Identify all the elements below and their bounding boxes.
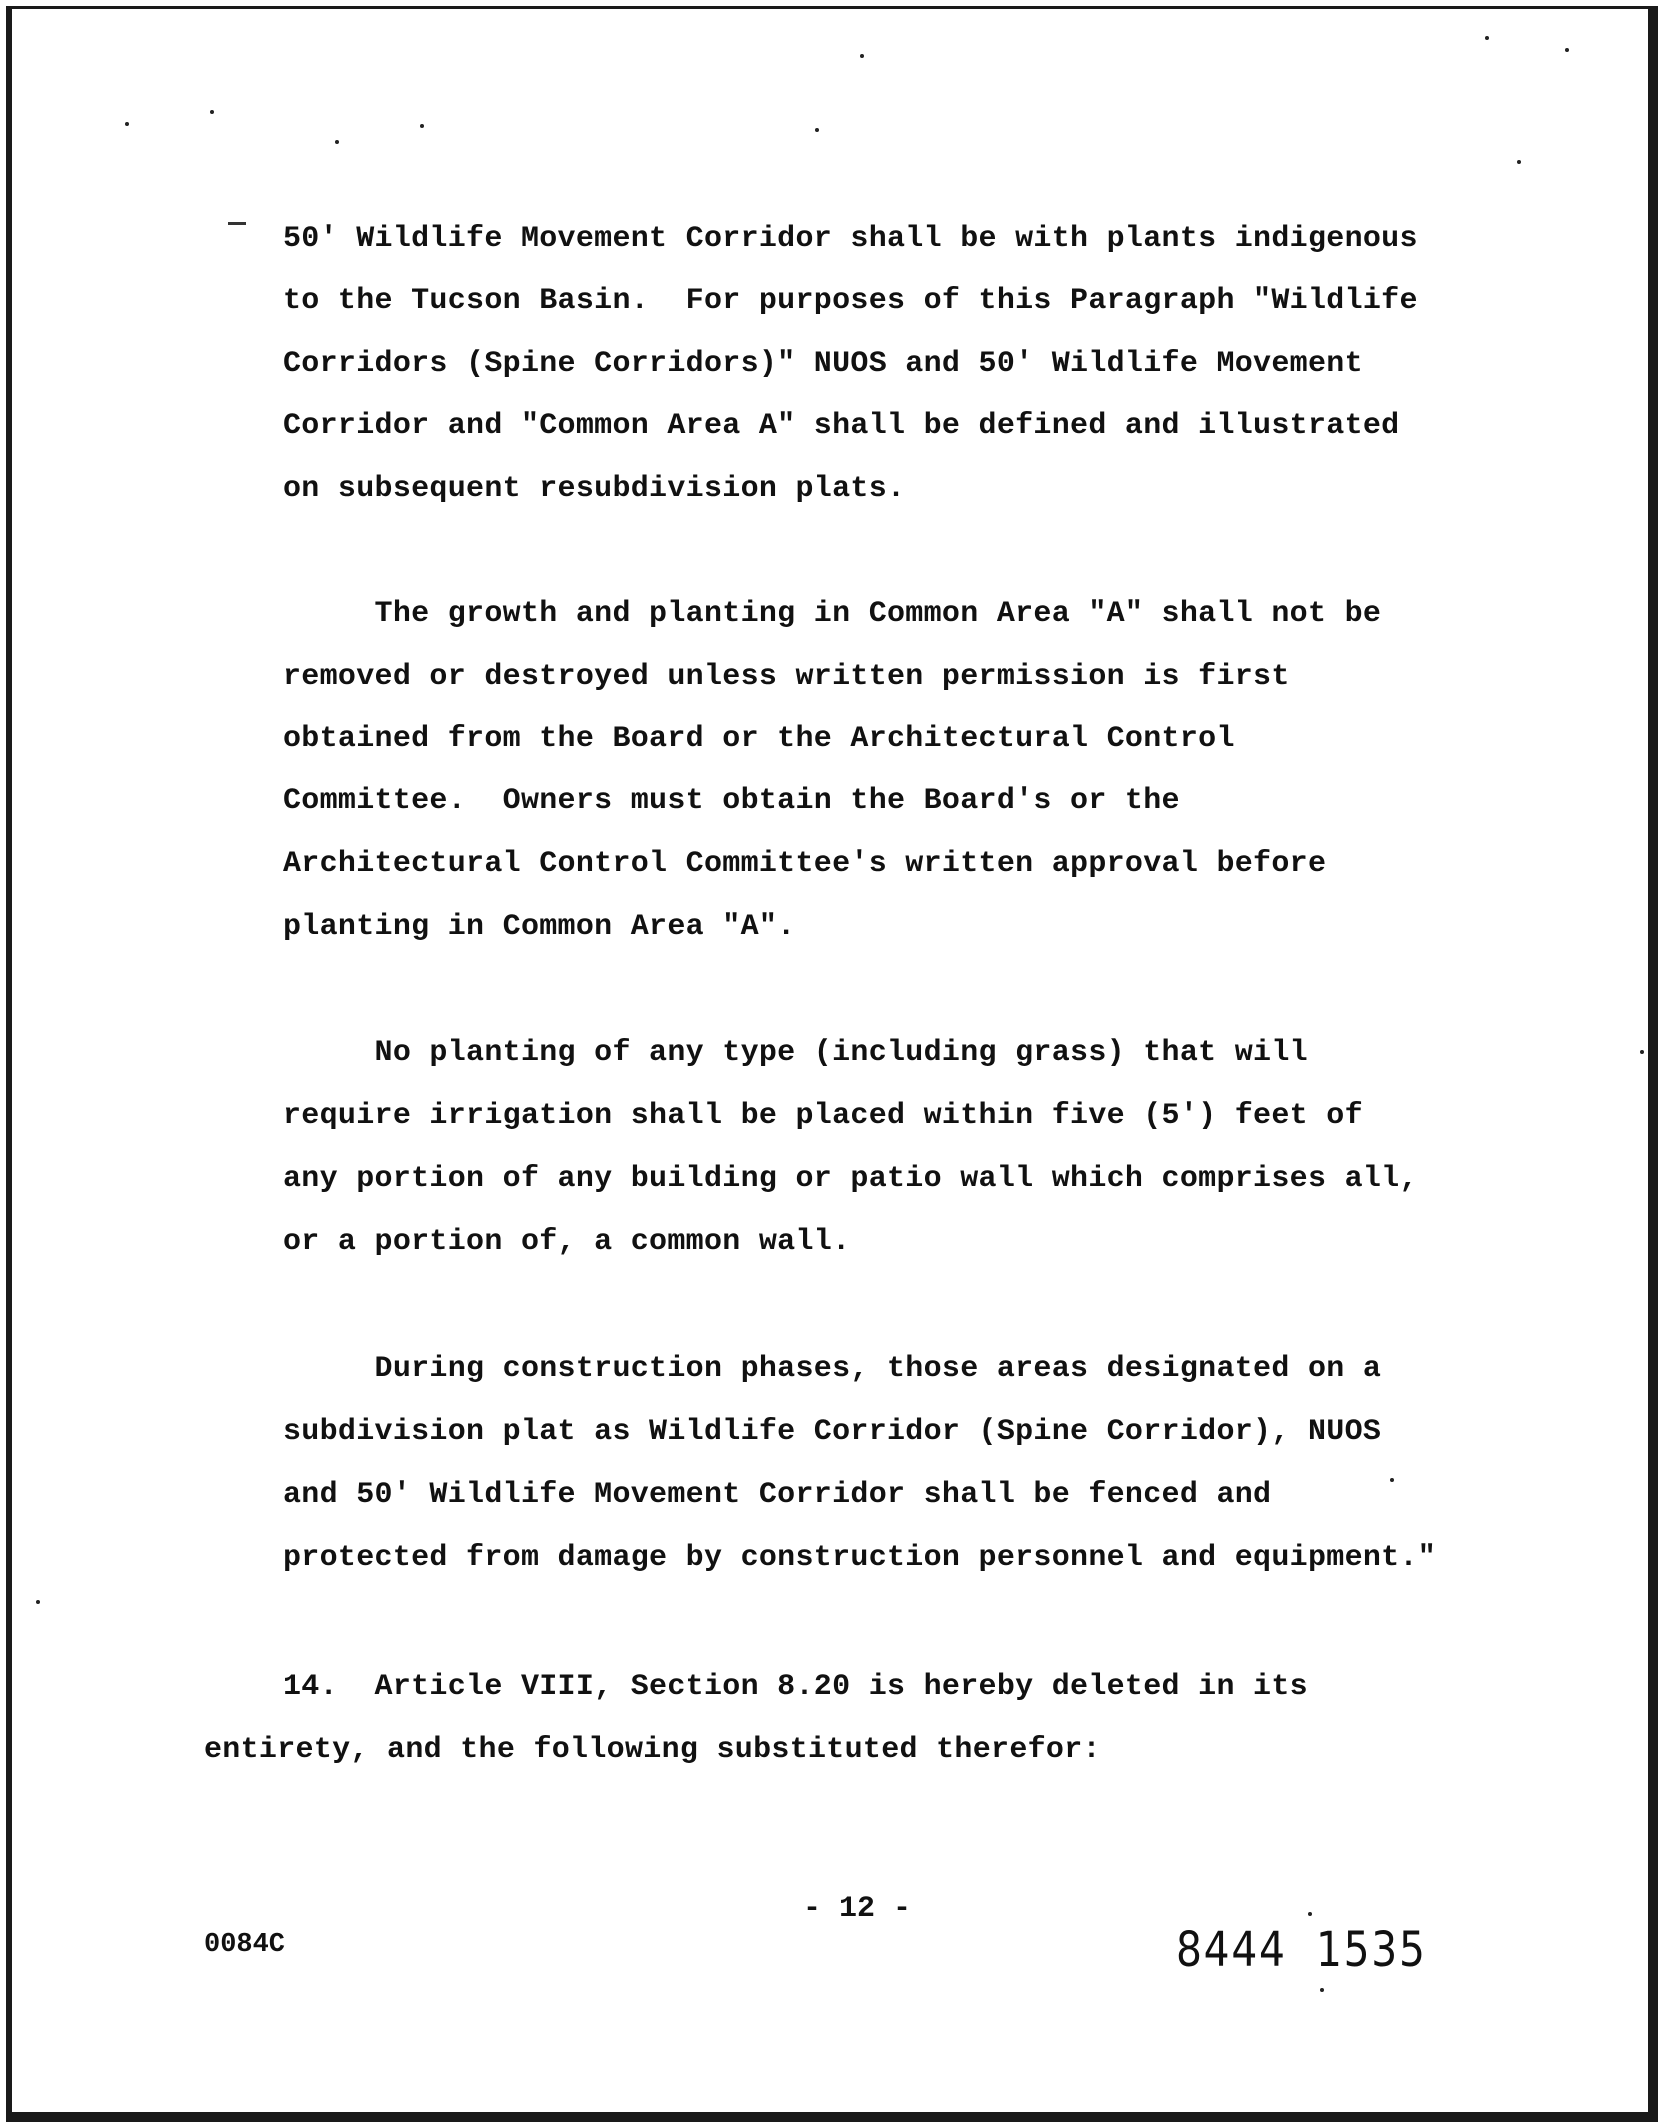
scan-speck xyxy=(36,1600,40,1604)
paragraph-3-line-1: No planting of any type (including grass) that will xyxy=(283,1036,1308,1070)
paragraph-3-line-3: any portion of any building or patio wall which comprises all, xyxy=(283,1162,1418,1196)
paragraph-3-line-2: require irrigation shall be placed within five (5') feet of xyxy=(283,1099,1363,1133)
scan-speck xyxy=(1485,36,1489,40)
paragraph-2-line-5: Architectural Control Committee's written approval before xyxy=(283,847,1327,881)
scan-speck xyxy=(1320,1988,1324,1992)
paragraph-3-line-4: or a portion of, a common wall. xyxy=(283,1225,851,1259)
scan-speck xyxy=(1308,1912,1312,1916)
scan-mark xyxy=(228,222,246,225)
paragraph-4-line-2: subdivision plat as Wildlife Corridor (Spine Corridor), NUOS xyxy=(283,1415,1382,1449)
recording-stamp: 8444 1535 xyxy=(1176,1922,1427,1978)
scan-speck xyxy=(1390,1478,1394,1482)
scan-speck xyxy=(860,54,864,58)
scan-speck xyxy=(210,110,214,114)
paragraph-2-line-4: Committee. Owners must obtain the Board's or the xyxy=(283,784,1180,818)
item-14-line-2: entirety, and the following substituted therefor: xyxy=(204,1733,1101,1767)
paragraph-1-line-2: to the Tucson Basin. For purposes of this Paragraph "Wildlife xyxy=(283,284,1418,318)
page-number: - 12 - xyxy=(803,1892,912,1926)
scan-speck xyxy=(335,140,339,144)
paragraph-1-line-4: Corridor and "Common Area A" shall be defined and illustrated xyxy=(283,409,1400,443)
paragraph-1-line-1: 50' Wildlife Movement Corridor shall be with plants indigenous xyxy=(283,222,1418,256)
scan-speck xyxy=(1517,160,1521,164)
scan-speck xyxy=(1640,1050,1644,1054)
paragraph-2-line-2: removed or destroyed unless written permission is first xyxy=(283,660,1290,694)
scan-speck xyxy=(1565,48,1569,52)
scan-speck xyxy=(125,122,129,126)
paragraph-4-line-4: protected from damage by construction personnel and equipment." xyxy=(283,1541,1437,1575)
item-14-line-1: 14. Article VIII, Section 8.20 is hereby deleted in its xyxy=(283,1670,1308,1704)
paragraph-4-line-3: and 50' Wildlife Movement Corridor shall be fenced and xyxy=(283,1478,1272,1512)
paragraph-1-line-5: on subsequent resubdivision plats. xyxy=(283,472,906,506)
paragraph-2-line-3: obtained from the Board or the Architectural Control xyxy=(283,722,1235,756)
paragraph-1-line-3: Corridors (Spine Corridors)" NUOS and 50' Wildlife Movement xyxy=(283,347,1363,381)
paragraph-2-line-1: The growth and planting in Common Area "A" shall not be xyxy=(283,597,1382,631)
paragraph-2-line-6: planting in Common Area "A". xyxy=(283,910,796,944)
paragraph-4-line-1: During construction phases, those areas designated on a xyxy=(283,1352,1382,1386)
document-code: 0084C xyxy=(204,1930,286,1960)
scan-speck xyxy=(815,128,819,132)
scan-speck xyxy=(420,124,424,128)
